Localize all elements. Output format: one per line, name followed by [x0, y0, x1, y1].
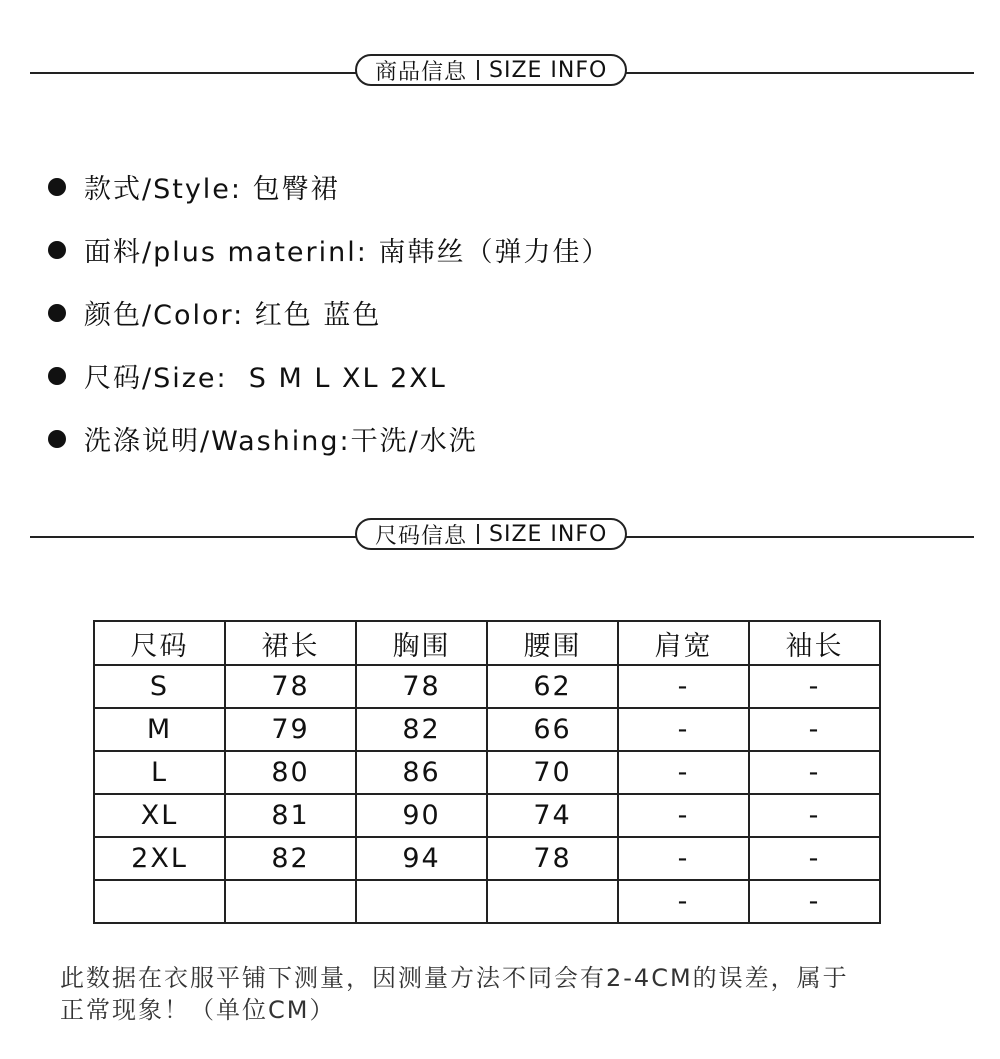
table-cell: 70	[487, 751, 618, 794]
table-row	[94, 837, 880, 880]
header-separator	[477, 524, 479, 544]
table-cell: 78	[225, 665, 356, 708]
list-item	[48, 407, 610, 470]
bullet-icon	[48, 178, 66, 196]
header-skirt-length: 裙长	[225, 621, 356, 665]
header-title-en: SIZE INFO	[489, 57, 608, 83]
table-cell: M	[94, 708, 225, 751]
list-item	[48, 155, 610, 218]
table-cell: L	[94, 751, 225, 794]
table-cell: -	[749, 794, 880, 837]
table-cell: 82	[225, 837, 356, 880]
header-title-cn: 尺码信息	[375, 523, 468, 549]
note-line-1: 此数据在衣服平铺下测量，因测量方法不同会有2-4CM的误差，属于	[60, 964, 849, 992]
header-separator	[477, 60, 479, 80]
table-cell: 79	[225, 708, 356, 751]
header-size: 尺码	[94, 621, 225, 665]
table-cell: 94	[356, 837, 487, 880]
table-cell: 86	[356, 751, 487, 794]
table-cell: -	[749, 708, 880, 751]
table-cell: -	[618, 880, 749, 923]
table-row	[94, 751, 880, 794]
info-color: 颜色/Color: 红色 蓝色	[84, 300, 382, 331]
info-style: 款式/Style: 包臀裙	[84, 174, 340, 205]
table-cell: 2XL	[94, 837, 225, 880]
table-cell	[94, 880, 225, 923]
table-cell: -	[618, 751, 749, 794]
table-cell: -	[749, 751, 880, 794]
table-cell: -	[618, 665, 749, 708]
table-row	[94, 794, 880, 837]
table-cell: -	[749, 837, 880, 880]
table-cell	[356, 880, 487, 923]
table-cell: 90	[356, 794, 487, 837]
product-info-header	[30, 52, 974, 92]
product-info-list	[48, 155, 610, 470]
size-info-header	[30, 516, 974, 556]
header-title-cn: 商品信息	[375, 59, 468, 85]
table-cell: S	[94, 665, 225, 708]
table-cell: -	[618, 794, 749, 837]
table-cell: 62	[487, 665, 618, 708]
bullet-icon	[48, 430, 66, 448]
bullet-icon	[48, 367, 66, 385]
list-item	[48, 344, 610, 407]
measurement-note	[60, 962, 960, 1026]
table-cell: -	[618, 708, 749, 751]
table-row	[94, 880, 880, 923]
header-waist: 腰围	[487, 621, 618, 665]
table-cell: XL	[94, 794, 225, 837]
table-row	[94, 708, 880, 751]
list-item	[48, 218, 610, 281]
bullet-icon	[48, 304, 66, 322]
list-item	[48, 281, 610, 344]
table-header-row	[94, 621, 880, 665]
table-row	[94, 665, 880, 708]
header-sleeve: 袖长	[749, 621, 880, 665]
header-shoulder: 肩宽	[618, 621, 749, 665]
info-washing: 洗涤说明/Washing:干洗/水洗	[84, 426, 478, 457]
note-line-2: 正常现象！（单位CM）	[60, 996, 336, 1024]
bullet-icon	[48, 241, 66, 259]
table-cell: 80	[225, 751, 356, 794]
table-cell	[487, 880, 618, 923]
table-cell: 78	[356, 665, 487, 708]
table-cell: 82	[356, 708, 487, 751]
table-cell: -	[618, 837, 749, 880]
table-cell: 66	[487, 708, 618, 751]
header-bust: 胸围	[356, 621, 487, 665]
table-cell: 78	[487, 837, 618, 880]
table-cell: -	[749, 665, 880, 708]
header-pill	[355, 518, 627, 550]
table-cell: 74	[487, 794, 618, 837]
table-cell: 81	[225, 794, 356, 837]
table-cell: -	[749, 880, 880, 923]
info-material: 面料/plus materinl: 南韩丝（弹力佳）	[84, 237, 611, 268]
header-pill	[355, 54, 627, 86]
size-table	[93, 620, 881, 924]
header-title-en: SIZE INFO	[489, 521, 608, 547]
table-cell	[225, 880, 356, 923]
info-size: 尺码/Size: S M L XL 2XL	[84, 363, 447, 394]
